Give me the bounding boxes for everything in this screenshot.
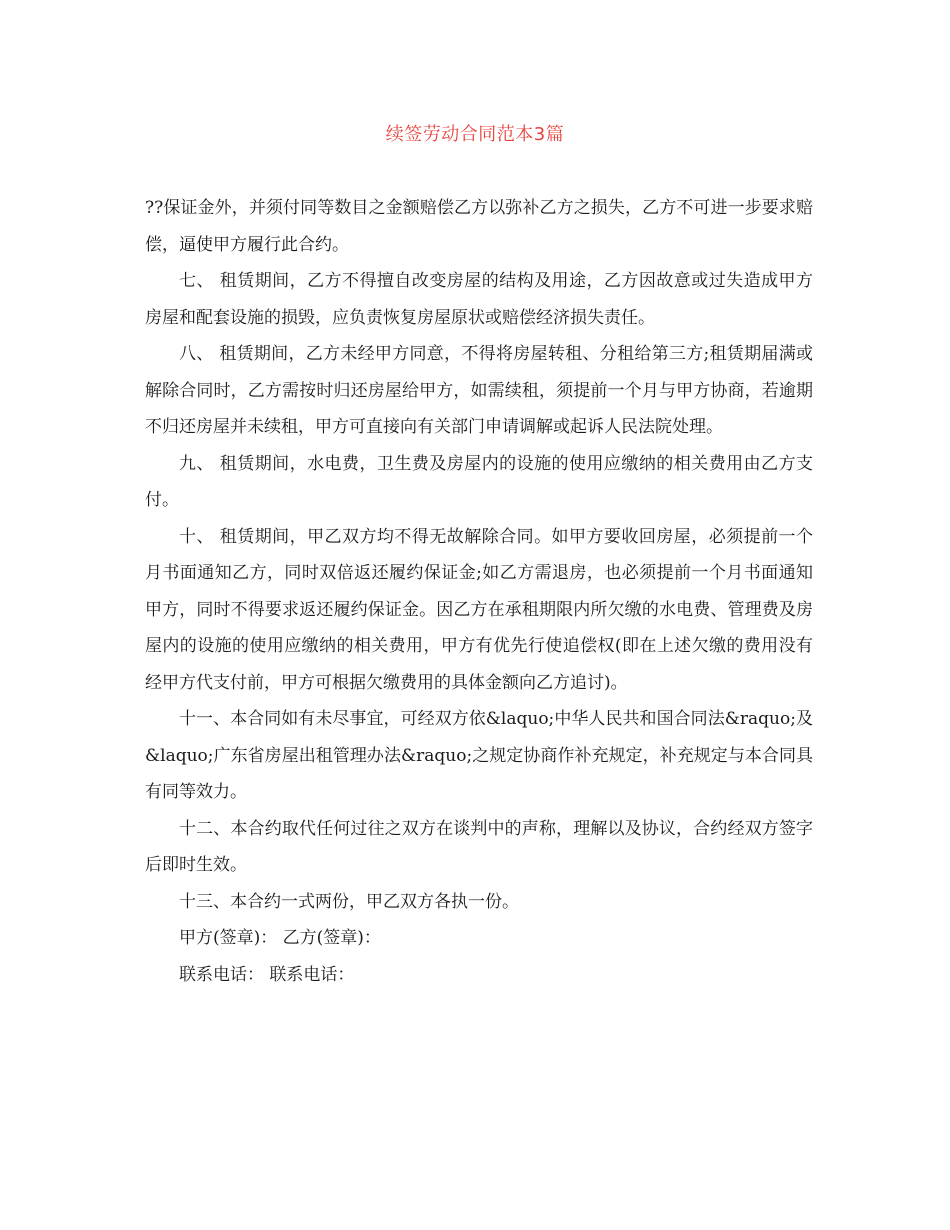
paragraph-clause-8: 八、 租赁期间，乙方未经甲方同意，不得将房屋转租、分租给第三方;租赁期届满或解除合同时，乙方需按时归还房屋给甲方，如需续租，须提前一个月与甲方协商，若逾期不归还房屋并未续租，甲方可直接向有关部门申请调解或起诉人民法院处理。 [145,344,813,437]
contact-phone-line: 联系电话： 联系电话： [179,964,355,985]
document-title: 续签劳动合同范本3篇 [385,124,565,145]
paragraph-clause-12: 十二、本合约取代任何过往之双方在谈判中的声称，理解以及协议，合约经双方签字后即时生效。 [145,818,813,875]
paragraph-continuation: ??保证金外，并须付同等数目之金额赔偿乙方以弥补乙方之损失，乙方不可进一步要求赔偿，逼使甲方履行此合约。 [145,198,813,255]
paragraph-clause-10: 十、 租赁期间，甲乙双方均不得无故解除合同。如甲方要收回房屋，必须提前一个月书面通知乙方，同时双倍返还履约保证金;如乙方需退房，也必须提前一个月书面通知甲方，同时不得要求返还履约保证金。因乙方在承租期限内所欠缴的水电费、管理费及房屋内的设施的使用应缴纳的相关费用，甲方有优先行使追偿权(即在上述欠缴的费用没有经甲方代支付前，甲方可根据欠缴费用的具体金额向乙方追讨)。 [145,526,813,693]
paragraph-clause-11: 十一、本合同如有未尽事宜，可经双方依&laquo;中华人民共和国合同法&raquo;及&laquo;广东省房屋出租管理办法&raquo;之规定协商作补充规定，补充规定与本合同具有同等效力。 [145,709,813,802]
paragraph-clause-13: 十三、本合约一式两份，甲乙双方各执一份。 [179,891,519,912]
paragraph-clause-7: 七、 租赁期间，乙方不得擅自改变房屋的结构及用途，乙方因故意或过失造成甲方房屋和配套设施的损毁，应负责恢复房屋原状或赔偿经济损失责任。 [145,271,813,328]
signature-line: 甲方(签章)： 乙方(签章)： [179,928,381,948]
document-body [145,190,813,993]
paragraph-clause-9: 九、 租赁期间，水电费，卫生费及房屋内的设施的使用应缴纳的相关费用由乙方支付。 [145,453,813,510]
